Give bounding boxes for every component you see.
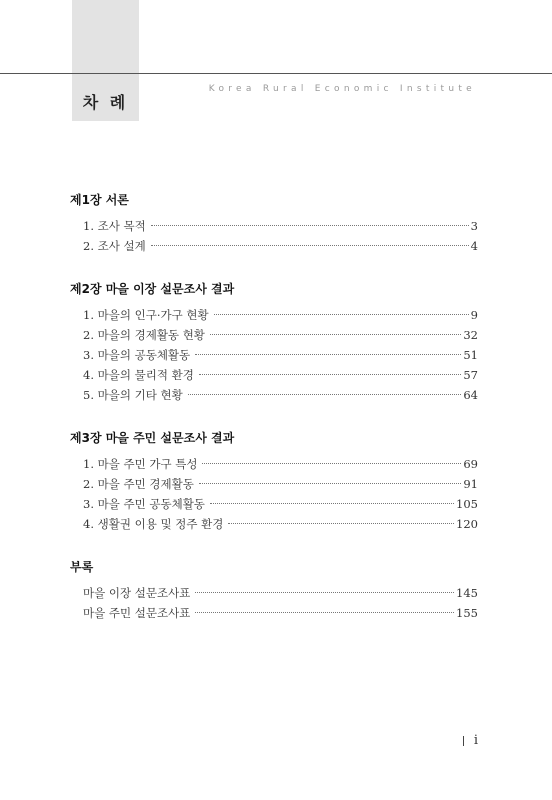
dot-leader [214, 314, 469, 315]
toc-entry[interactable] [70, 345, 478, 365]
toc-entry-page: 51 [463, 348, 478, 362]
toc-entry-page: 57 [463, 368, 478, 382]
dot-leader [151, 245, 469, 246]
dot-leader [202, 463, 461, 464]
toc-chapter [70, 280, 478, 405]
toc-entry-label: 4. 마을의 물리적 환경 [83, 368, 194, 382]
dot-leader [151, 225, 469, 226]
toc-entry[interactable] [70, 583, 478, 603]
toc-chapter [70, 429, 478, 534]
page-number: i [473, 733, 478, 748]
institute-name: Korea Rural Economic Institute [208, 84, 476, 94]
dot-leader [199, 483, 462, 484]
toc-entry-label: 마을 이장 설문조사표 [83, 586, 191, 600]
toc-entry-label: 4. 생활권 이용 및 정주 환경 [83, 517, 224, 531]
toc-entry-page: 155 [456, 606, 478, 620]
appendix-title: 부록 [70, 560, 94, 574]
chapter-title: 제2장 마을 이장 설문조사 결과 [70, 282, 235, 296]
toc-entry[interactable] [70, 385, 478, 405]
toc-entry[interactable] [70, 474, 478, 494]
toc-entry[interactable] [70, 305, 478, 325]
toc-chapter [70, 191, 478, 256]
header-tab-block [72, 0, 139, 121]
toc-entry-label: 2. 조사 설계 [83, 239, 146, 253]
dot-leader [195, 592, 454, 593]
toc-entry-label: 1. 마을 주민 가구 특성 [83, 457, 198, 471]
dot-leader [188, 394, 462, 395]
toc-entry[interactable] [70, 494, 478, 514]
dot-leader [210, 334, 461, 335]
chapter-title: 제1장 서론 [70, 193, 129, 207]
toc-entry-label: 1. 조사 목적 [83, 219, 146, 233]
toc-entry-page: 69 [463, 457, 478, 471]
toc-entry-label: 2. 마을 주민 경제활동 [83, 477, 194, 491]
toc-entry-label: 3. 마을의 공동체활동 [83, 348, 191, 362]
toc-entry-label: 마을 주민 설문조사표 [83, 606, 191, 620]
footer-divider [463, 736, 464, 746]
toc-entry-label: 2. 마을의 경제활동 현황 [83, 328, 205, 342]
toc-entry-page: 105 [456, 497, 478, 511]
page-title: 차 례 [82, 93, 129, 112]
toc-entry-page: 120 [456, 517, 478, 531]
toc-entry[interactable] [70, 603, 478, 623]
toc-entry-page: 3 [470, 219, 478, 233]
toc-entry-page: 32 [463, 328, 478, 342]
page-footer [463, 733, 478, 748]
dot-leader [195, 354, 461, 355]
table-of-contents [70, 191, 478, 647]
toc-chapter [70, 558, 478, 623]
toc-entry[interactable] [70, 365, 478, 385]
toc-entry[interactable] [70, 325, 478, 345]
chapter-title: 제3장 마을 주민 설문조사 결과 [70, 431, 235, 445]
toc-entry-page: 9 [470, 308, 478, 322]
toc-entry-label: 1. 마을의 인구·가구 현황 [83, 308, 209, 322]
toc-entry-page: 64 [463, 388, 478, 402]
toc-entry-page: 145 [456, 586, 478, 600]
toc-entry-label: 3. 마을 주민 공동체활동 [83, 497, 205, 511]
toc-entry[interactable] [70, 216, 478, 236]
header-rule [0, 73, 552, 74]
toc-entry[interactable] [70, 236, 478, 256]
toc-entry-page: 4 [470, 239, 478, 253]
dot-leader [228, 523, 454, 524]
dot-leader [210, 503, 454, 504]
dot-leader [195, 612, 454, 613]
toc-entry[interactable] [70, 454, 478, 474]
toc-entry-label: 5. 마을의 기타 현황 [83, 388, 183, 402]
toc-entry[interactable] [70, 514, 478, 534]
toc-entry-page: 91 [463, 477, 478, 491]
dot-leader [199, 374, 462, 375]
